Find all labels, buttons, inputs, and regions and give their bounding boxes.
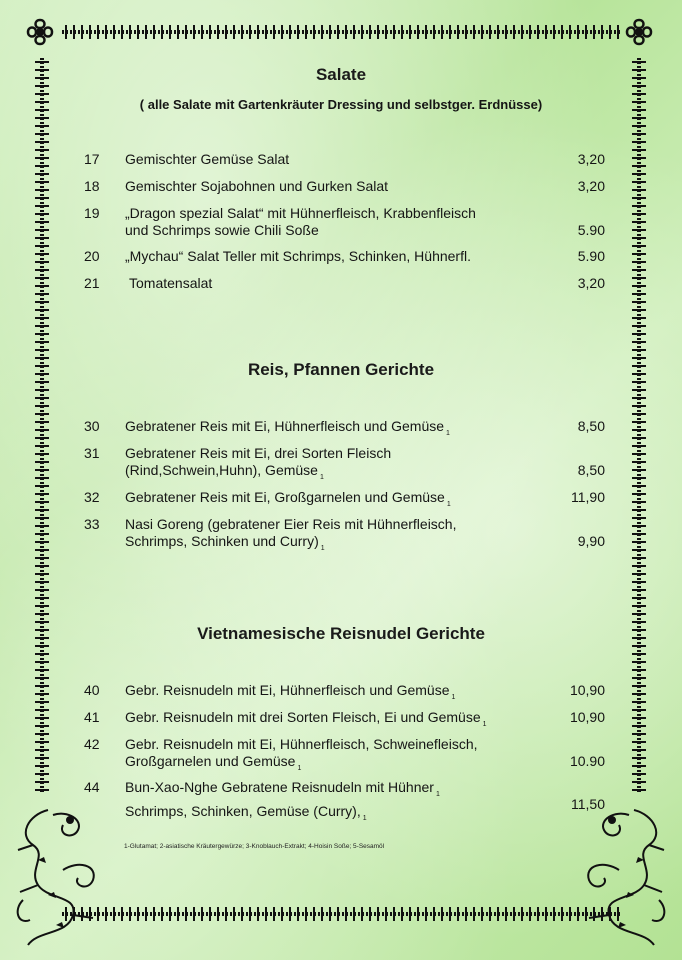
item-name — [125, 489, 555, 513]
item-price: 8,50 — [577, 418, 605, 434]
allergen-footnote: 1-Glutamat; 2-asiatische Kräutergewürze; 3-Knoblauch-Extrakt; 4-Hoisin Soße; 5-Sesamöl — [124, 843, 385, 850]
item-price: 11,90 — [571, 489, 605, 505]
item-name — [125, 682, 555, 706]
item-name-text: Gebratener Reis mit Ei, Hühnerfleisch und Gemüse — [125, 418, 445, 434]
allergen-note: 1 — [320, 544, 325, 552]
item-name-line1: „Dragon spezial Salat“ mit Hühnerfleisch, Krabbenfleisch — [125, 205, 476, 221]
item-name — [125, 736, 555, 777]
item-name-text: Gebratener Reis mit Ei, Großgarnelen und Gemüse — [125, 489, 445, 505]
item-name-line2: Schrimps, Schinken und Curry) — [125, 533, 319, 549]
section-title-reisnudel: Vietnamesische Reisnudel Gerichte — [197, 624, 485, 643]
section-title-salate: Salate — [315, 65, 367, 84]
item-price: 5.90 — [577, 222, 605, 238]
menu-item — [0, 275, 682, 315]
ornamental-border-top — [62, 25, 622, 39]
item-number: 40 — [84, 682, 100, 698]
item-name — [125, 418, 555, 442]
item-number: 41 — [84, 709, 100, 725]
item-name-text: Gebr. Reisnudeln mit Ei, Hühnerfleisch und Gemüse — [125, 682, 450, 698]
allergen-note: 1 — [451, 693, 456, 701]
item-number: 30 — [84, 418, 100, 434]
fleur-corner-icon — [25, 17, 55, 47]
item-name: Tomatensalat — [129, 275, 213, 291]
item-name-line2: Schrimps, Schinken, Gemüse (Curry), — [125, 802, 361, 819]
menu-item — [0, 736, 682, 776]
item-name-line2: Großgarnelen und Gemüse — [125, 753, 296, 769]
item-name — [125, 709, 555, 733]
item-name — [125, 205, 555, 239]
dragon-icon — [8, 800, 108, 950]
item-name: „Mychau“ Salat Teller mit Schrimps, Schinken, Hühnerfl. — [125, 248, 471, 264]
item-number: 17 — [84, 151, 100, 167]
item-name-line1: Gebr. Reisnudeln mit Ei, Hühnerfleisch, Schweinefleisch, — [125, 736, 478, 752]
item-number: 33 — [84, 516, 100, 532]
item-price: 10.90 — [569, 753, 605, 769]
item-name-line1: Gebratener Reis mit Ei, drei Sorten Fleisch — [125, 445, 392, 461]
item-price: 3,20 — [577, 275, 605, 291]
item-name-line1: Bun-Xao-Nghe Gebratene Reisnudeln mit Hühner — [125, 779, 434, 795]
item-number: 18 — [84, 178, 100, 194]
item-number: 32 — [84, 489, 100, 505]
allergen-note: 1 — [446, 500, 451, 508]
allergen-note: 1 — [297, 764, 302, 772]
item-number: 31 — [84, 445, 100, 461]
item-number: 42 — [84, 736, 100, 752]
allergen-note: 1 — [362, 814, 367, 822]
item-name — [125, 445, 555, 486]
item-number: 20 — [84, 248, 100, 264]
ornamental-border-bottom — [62, 907, 622, 921]
menu-item — [0, 516, 682, 556]
allergen-note: 1 — [482, 720, 487, 728]
item-price: 10,90 — [569, 682, 605, 698]
section-title-reis: Reis, Pfannen Gerichte — [247, 360, 435, 379]
item-name: Gemischter Gemüse Salat — [125, 151, 290, 167]
item-name-line2: (Rind,Schwein,Huhn), Gemüse — [125, 462, 318, 478]
item-number: 21 — [84, 275, 100, 291]
item-name — [125, 516, 555, 557]
allergen-note: 1 — [446, 429, 450, 437]
menu-item — [0, 779, 682, 822]
item-price: 8,50 — [577, 462, 605, 478]
item-price: 3,20 — [577, 178, 605, 194]
item-price: 5.90 — [577, 248, 605, 264]
allergen-note: 1 — [435, 790, 440, 798]
section-note-salate: ( alle Salate mit Gartenkräuter Dressing und selbstger. Erdnüsse) — [139, 97, 543, 112]
item-number: 44 — [84, 779, 100, 795]
item-price: 11,50 — [571, 796, 605, 812]
menu-item — [0, 445, 682, 485]
item-price: 9,90 — [577, 533, 605, 549]
item-name: Gemischter Sojabohnen und Gurken Salat — [125, 178, 389, 194]
item-name-line1: Nasi Goreng (gebratener Eier Reis mit Hühnerfleisch, — [125, 516, 457, 532]
item-name-text: Gebr. Reisnudeln mit drei Sorten Fleisch, Ei und Gemüse — [125, 709, 481, 725]
menu-item — [0, 205, 682, 245]
dragon-icon — [574, 800, 674, 950]
allergen-note: 1 — [319, 473, 324, 481]
item-price: 10,90 — [569, 709, 605, 725]
item-name — [125, 779, 555, 827]
item-name-line2: und Schrimps sowie Chili Soße — [125, 222, 319, 238]
item-price: 3,20 — [577, 151, 605, 167]
fleur-corner-icon — [624, 17, 654, 47]
item-number: 19 — [84, 205, 100, 221]
